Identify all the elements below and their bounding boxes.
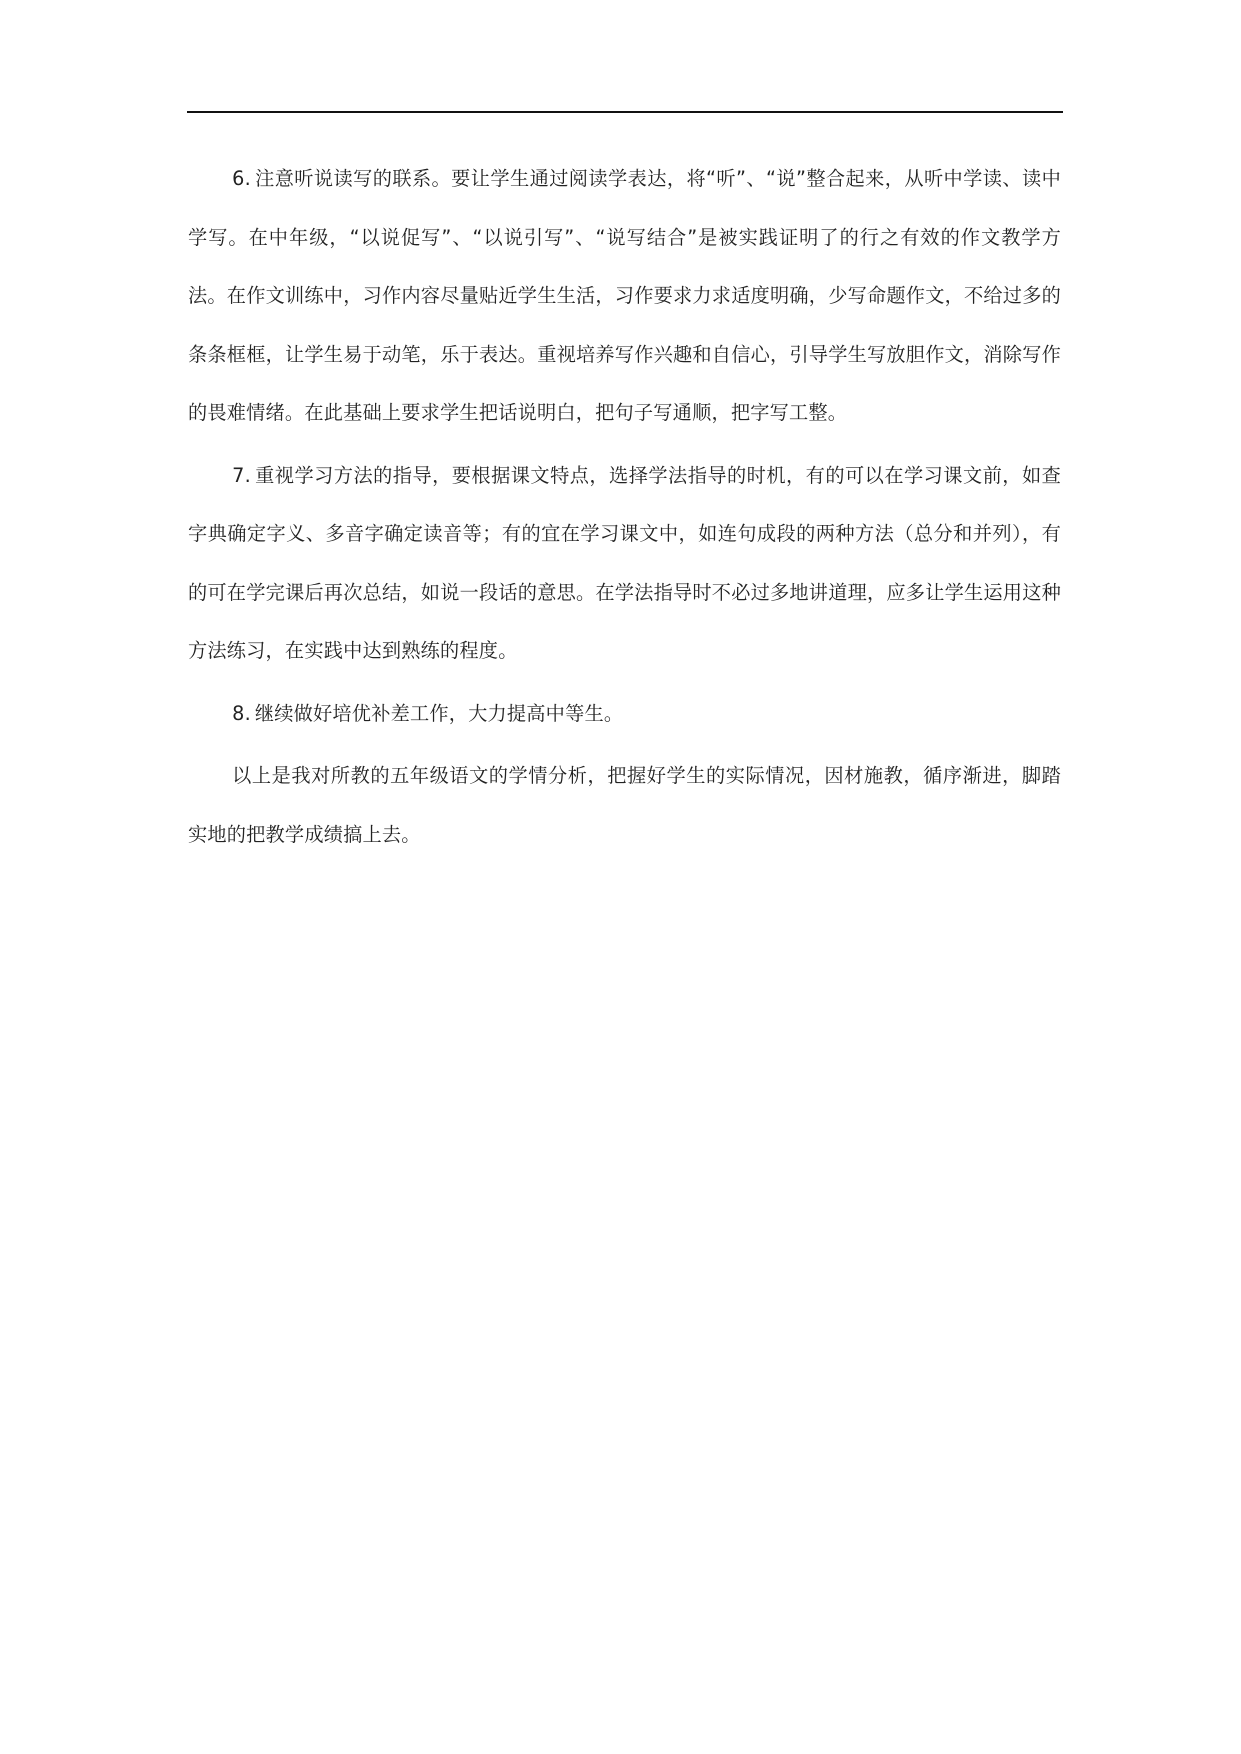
header-rule [187, 111, 1063, 113]
paragraph-conclusion [188, 747, 1061, 864]
paragraph-item-6 [188, 150, 1061, 443]
paragraph-number: 8. [232, 701, 251, 725]
paragraph-text: 重视学习方法的指导，要根据课文特点，选择学法指导的时机，有的可以在学习课文前，如查字典确定字义、多音字确定读音等；有的宜在学习课文中，如连句成段的两种方法（总分和并列），有的可在学完课后再次总结，如说一段话的意思。在学法指导时不必过多地讲道理，应多让学生运用这种方法练习，在实践中达到熟练的程度。 [188, 463, 1061, 662]
paragraph-number: 6. [232, 167, 251, 190]
paragraph-item-8 [188, 685, 1061, 744]
paragraph-text: 以上是我对所教的五年级语文的学情分析，把握好学生的实际情况，因材施教，循序渐进，脚踏实地的把教学成绩搞上去。 [188, 764, 1061, 846]
paragraph-item-7 [188, 447, 1061, 681]
paragraph-text: 注意听说读写的联系。要让学生通过阅读学表达，将“听”、“说”整合起来，从听中学读、读中学写。在中年级，“以说促写”、“以说引写”、“说写结合”是被实践证明了的行之有效的作文教学方法。在作文训练中，习作内容尽量贴近学生生活，习作要求力求适度明确，少写命题作文，不给过多的条条框框，让学生易于动笔，乐于表达。重视培养写作兴趣和自信心，引导学生写放胆作文，消除写作的畏难情绪。在此基础上要求学生把话说明白，把句子写通顺，把字写工整。 [188, 167, 1061, 424]
document-body [188, 150, 1061, 868]
paragraph-number: 7. [232, 463, 251, 487]
paragraph-text: 继续做好培优补差工作，大力提高中等生。 [254, 701, 624, 725]
